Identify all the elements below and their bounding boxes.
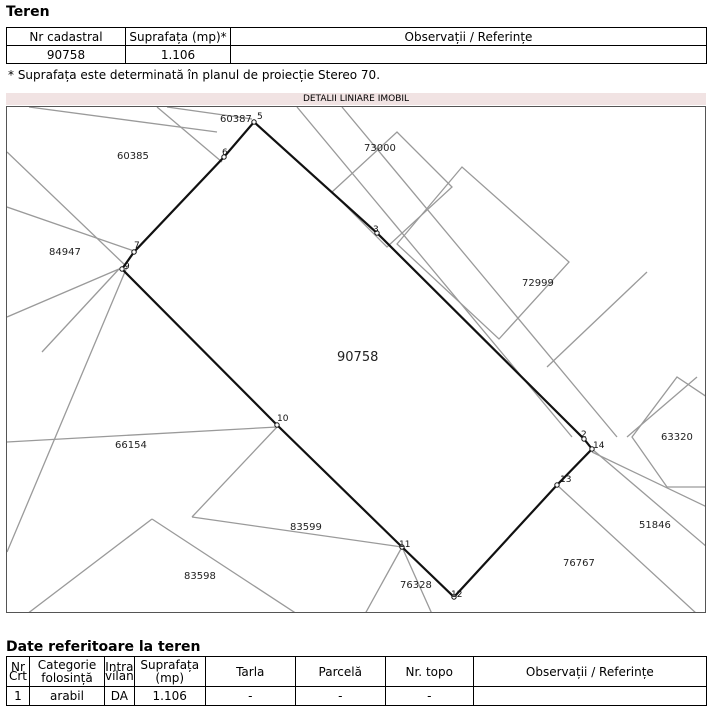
header-nr-cadastral: Nr cadastral xyxy=(7,28,126,46)
parcel-label-83598: 83598 xyxy=(184,571,216,582)
parcel-label-83599: 83599 xyxy=(290,522,322,533)
parcel-label-66154: 66154 xyxy=(115,440,147,451)
parcel-label-76767: 76767 xyxy=(563,558,595,569)
table-row xyxy=(7,657,707,687)
header-observatii: Observații / Referințe xyxy=(473,657,706,687)
header-nr-crt: Nr Crt xyxy=(7,657,30,687)
header-categorie: Categorie folosință xyxy=(30,657,105,687)
point-label-6: 6 xyxy=(222,148,228,158)
cell-tarla: - xyxy=(205,687,295,706)
main-parcel-label: 90758 xyxy=(337,350,379,365)
header-suprafata: Suprafața (mp)* xyxy=(126,28,231,46)
header-nr-topo: Nr. topo xyxy=(385,657,473,687)
cell-nr-cadastral: 90758 xyxy=(7,46,126,64)
point-label-3: 3 xyxy=(373,225,379,235)
cell-suprafata: 1.106 xyxy=(126,46,231,64)
parcel-label-60387: 60387 xyxy=(220,114,252,125)
header-suprafata: Suprafața (mp) xyxy=(134,657,205,687)
table-row xyxy=(7,28,707,46)
parcel-label-60385: 60385 xyxy=(117,151,149,162)
cadastral-map xyxy=(6,106,706,613)
point-label-13: 13 xyxy=(560,475,572,485)
point-label-12: 12 xyxy=(451,590,463,600)
header-parcela: Parcelă xyxy=(295,657,385,687)
parcel-label-73000: 73000 xyxy=(364,143,396,154)
map-banner: DETALII LINIARE IMOBIL xyxy=(6,93,706,105)
point-label-7: 7 xyxy=(134,241,140,251)
teren-title: Teren xyxy=(6,4,50,20)
point-label-5: 5 xyxy=(257,112,263,122)
date-table xyxy=(6,656,707,706)
point-label-14: 14 xyxy=(593,441,605,451)
header-observatii: Observații / Referințe xyxy=(231,28,707,46)
date-title: Date referitoare la teren xyxy=(6,639,201,655)
cell-nr-crt: 1 xyxy=(7,687,30,706)
table-row xyxy=(7,46,707,64)
point-label-9: 9 xyxy=(124,262,130,272)
parcel-label-76328: 76328 xyxy=(400,580,432,591)
table-row xyxy=(7,687,707,706)
cell-observatii xyxy=(473,687,706,706)
parcel-label-63320: 63320 xyxy=(661,432,693,443)
point-label-11: 11 xyxy=(399,540,411,550)
cell-intravilan: DA xyxy=(105,687,135,706)
cell-observatii xyxy=(231,46,707,64)
teren-table xyxy=(6,27,707,64)
parcel-label-51846: 51846 xyxy=(639,520,671,531)
header-intravilan: Intra vilan xyxy=(105,657,135,687)
point-label-2: 2 xyxy=(581,430,587,440)
header-tarla: Tarla xyxy=(205,657,295,687)
projection-note: * Suprafața este determinată în planul de proiecție Stereo 70. xyxy=(8,68,381,82)
cell-suprafata: 1.106 xyxy=(134,687,205,706)
cell-parcela: - xyxy=(295,687,385,706)
point-label-10: 10 xyxy=(277,414,289,424)
cell-nr-topo: - xyxy=(385,687,473,706)
parcel-label-84947: 84947 xyxy=(49,247,81,258)
parcel-label-72999: 72999 xyxy=(522,278,554,289)
cell-categorie: arabil xyxy=(30,687,105,706)
